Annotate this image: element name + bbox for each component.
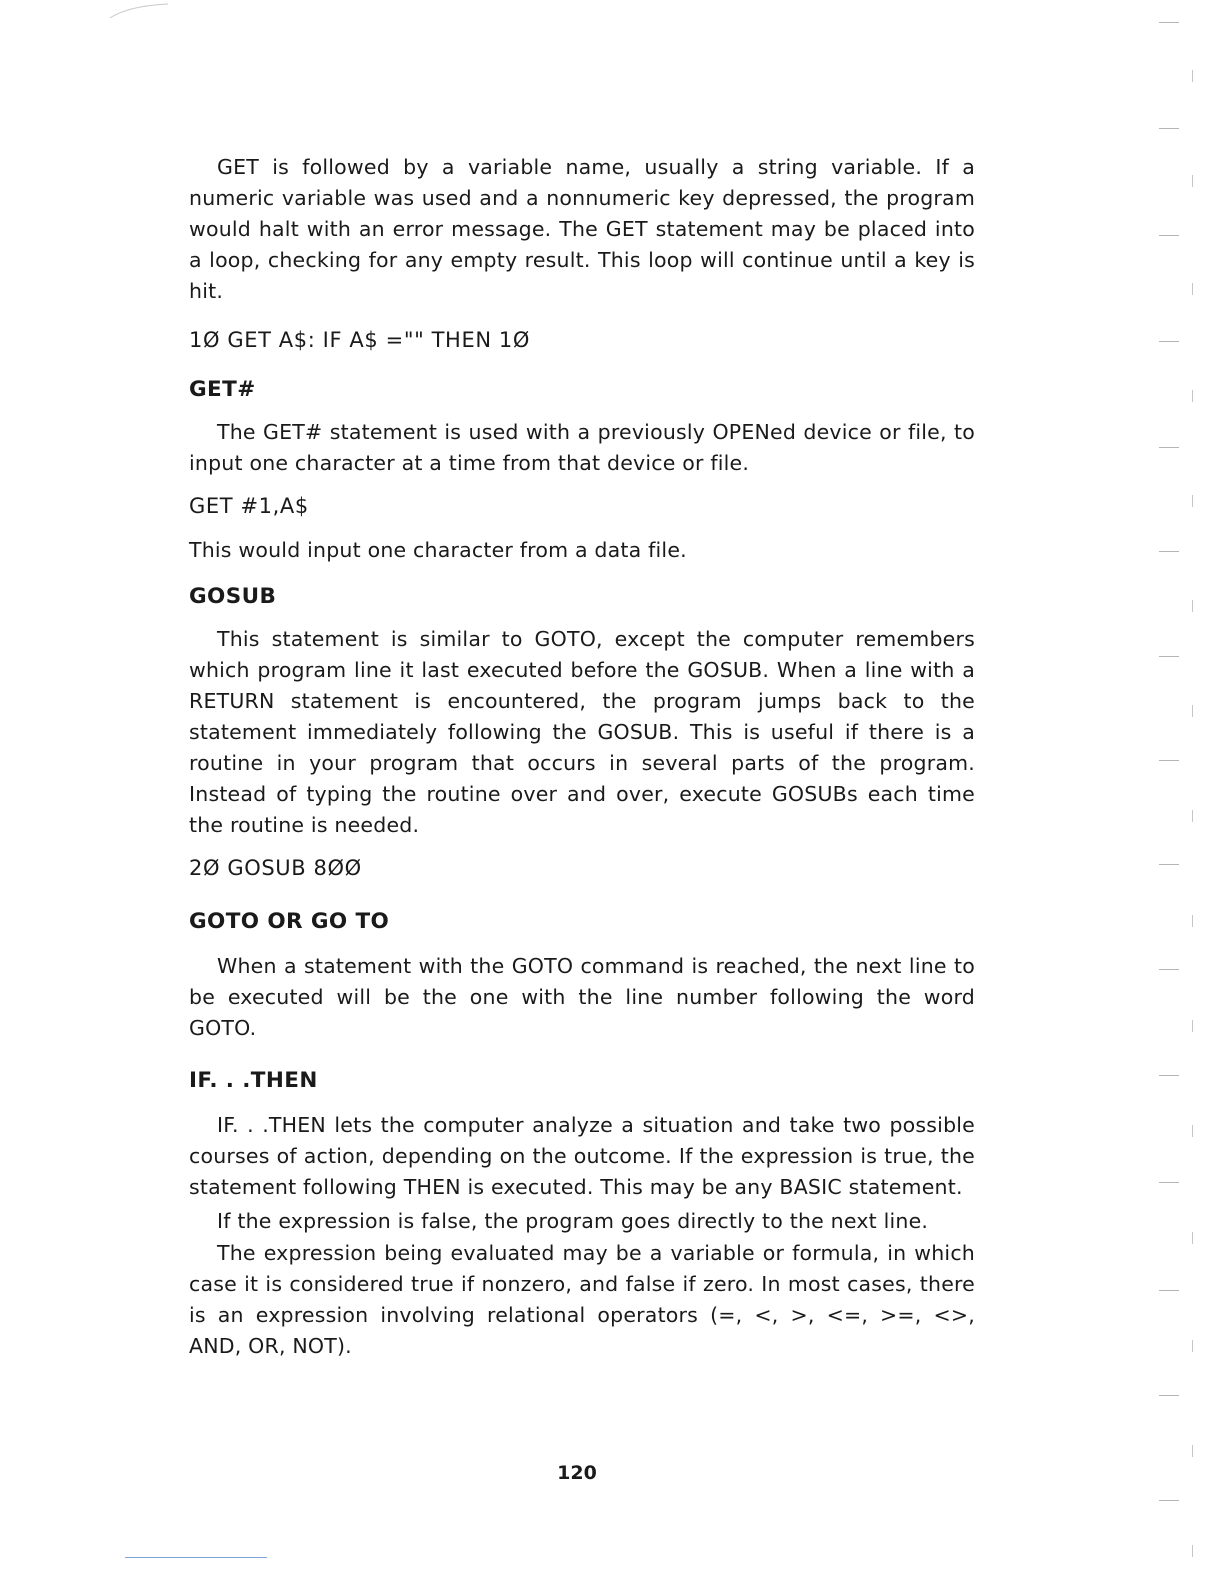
get-hash-example-code: GET #1,A$ <box>189 494 309 518</box>
if-then-paragraph-1: IF. . .THEN lets the computer analyze a situation and take two possible courses of action, depending on the outcome. If the expression is true, the statement following THEN is executed. This may be any BASIC statement. <box>189 1113 975 1199</box>
if-then-paragraph-2: If the expression is false, the program goes directly to the next line. <box>217 1209 929 1233</box>
if-then-paragraph-3: The expression being evaluated may be a variable or formula, in which case it is considered true if nonzero, and false if zero. In most cases, there is an expression involving relational operators (=, <, >, <=, >=, <>, AND, OR, NOT). <box>189 1241 975 1358</box>
page-number: 120 <box>557 1462 597 1484</box>
gosub-paragraph: This statement is similar to GOTO, except the computer remembers which program line it last executed before the GOSUB. When a line with a RETURN statement is encountered, the program jumps back to the statement immediately following the GOSUB. This is useful if there is a routine in your program that occurs in several parts of the program. Instead of typing the routine over and over, execute GOSUBs each time the routine is needed. <box>189 627 975 837</box>
get-hash-paragraph: The GET# statement is used with a previously OPENed device or file, to input one character at a time from that device or file. <box>189 420 975 475</box>
get-hash-note: This would input one character from a data file. <box>189 538 687 562</box>
gosub-example-code: 2Ø GOSUB 8ØØ <box>189 856 362 880</box>
if-then-heading: IF. . .THEN <box>189 1068 318 1093</box>
gosub-heading: GOSUB <box>189 584 277 609</box>
margin-scan-marks <box>1054 0 1224 1584</box>
get-example-code: 1Ø GET A$: IF A$ ="" THEN 1Ø <box>189 328 530 352</box>
goto-heading: GOTO OR GO TO <box>189 909 390 934</box>
goto-paragraph: When a statement with the GOTO command is reached, the next line to be executed will be the one with the line number following the word GOTO. <box>189 954 975 1040</box>
get-hash-heading: GET# <box>189 377 256 402</box>
get-intro-paragraph: GET is followed by a variable name, usually a string variable. If a numeric variable was used and a nonnumeric key depressed, the program would halt with an error message. The GET statement may be placed into a loop, checking for any empty result. This loop will continue until a key is hit. <box>189 155 975 303</box>
scan-edge-line <box>125 1557 267 1558</box>
scan-corner-artifact <box>108 0 178 30</box>
page-content <box>189 152 975 1362</box>
